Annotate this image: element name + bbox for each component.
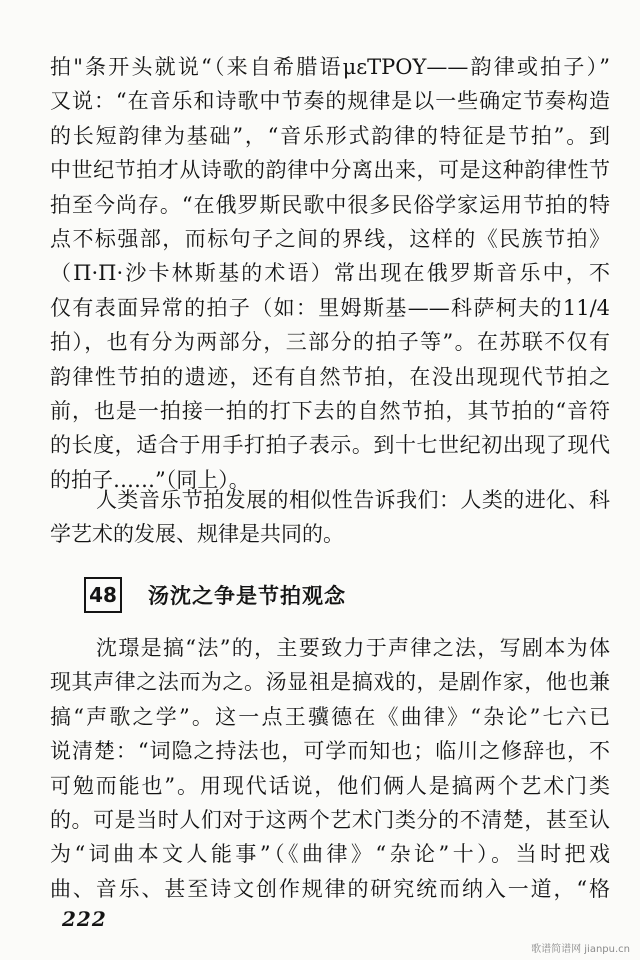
section-number: 48 [84,577,122,613]
text-line: 的长度，适合于用手打拍子表示。到十七世纪初出现了现代 [50,433,610,458]
paragraph-3 [50,631,610,906]
text-line: 的。可是当时人们对于这两个艺术门类分的不清楚，甚至认 [50,807,610,832]
watermark: 歌谱简谱网 jianpu.cn [531,944,630,955]
text-line: 沈璟是搞“法”的，主要致力于声律之法，写剧本为体 [96,636,610,660]
text-line: 拍"条开头就说“（来自希腊语μεΤΡΟΥ——韵律或拍子）” [50,55,610,79]
paragraph-2 [50,483,610,552]
text-line: 点不标强部，而标句子之间的界线，这样的《民族节拍》 [50,226,610,251]
paragraph-1 [50,50,610,497]
text-line: 拍），也有分为两部分，三部分的拍子等”。在苏联不仅有 [50,330,610,355]
text-line: 的拍子……”（同上）。 [50,467,250,492]
text-line: 的长短韵律为基础”，“音乐形式韵律的特征是节拍”。到 [50,123,610,148]
section-title: 汤沈之争是节拍观念 [148,584,346,608]
text-line: 又说：“在音乐和诗歌中节奏的规律是以一些确定节奏构造 [50,89,610,114]
text-line: （П·П·沙卡林斯基的术语）常出现在俄罗斯音乐中，不 [50,261,610,286]
text-line: 可勉而能也”。用现代话说，他们俩人是搞两个艺术门类 [50,773,610,798]
text-line: 学艺术的发展、规律是共同的。 [50,522,344,547]
text-line: 为“词曲本文人能事”（《曲律》“杂论”十）。当时把戏 [50,842,610,867]
text-line: 韵律性节拍的遗迹，还有自然节拍，在没出现现代节拍之 [50,364,610,389]
text-line: 仅有表面异常的拍子（如：里姆斯基——科萨柯夫的11/4 [50,295,610,320]
text-line: 现其声律之法而为之。汤显祖是搞戏的，是剧作家，他也兼 [50,670,610,695]
text-line: 人类音乐节拍发展的相似性告诉我们：人类的进化、科 [96,488,610,512]
text-line: 曲、音乐、甚至诗文创作规律的研究统而纳入一道，“格 [50,876,610,901]
text-line: 中世纪节拍才从诗歌的韵律中分离出来，可是这种韵律性节 [50,158,610,183]
page-number: 222 [62,907,107,931]
text-line: 说清楚：“词隐之持法也，可学而知也；临川之修辞也，不 [50,739,610,764]
text-line: 拍至今尚存。“在俄罗斯民歌中很多民俗学家运用节拍的特 [50,192,610,217]
text-line: 搞“声歌之学”。这一点王骥德在《曲律》“杂论”七六已 [50,704,610,729]
text-line: 前，也是一拍接一拍的打下去的自然节拍，其节拍的“音符 [50,398,610,423]
section-heading [84,575,346,615]
